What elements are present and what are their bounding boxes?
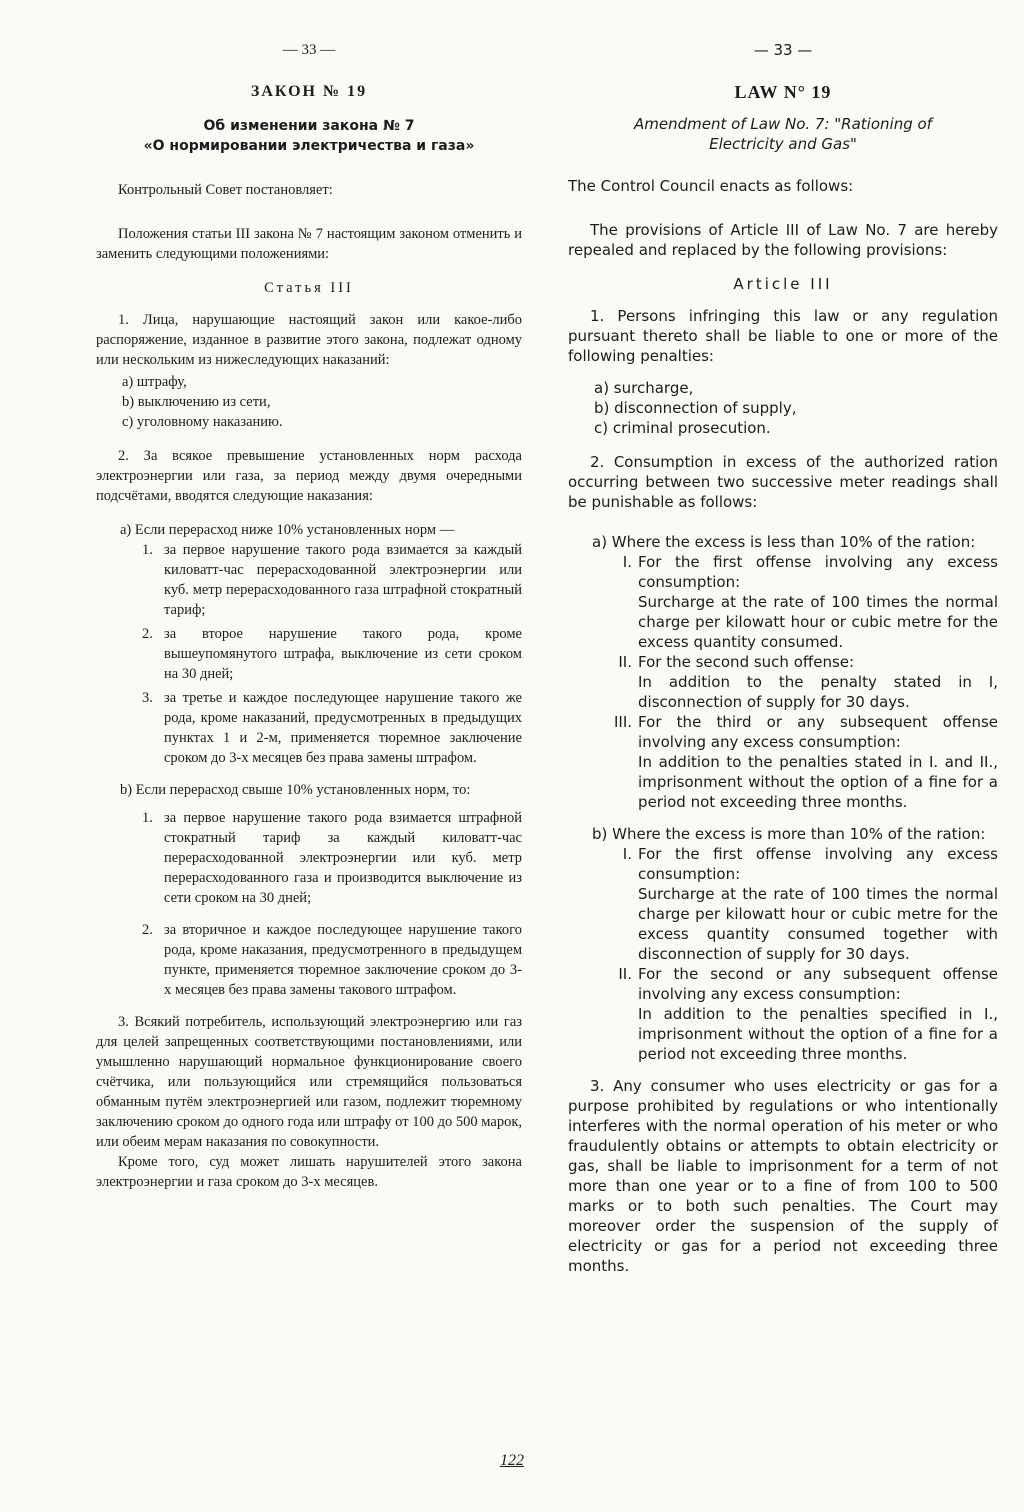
item-number: 2. [142,922,153,938]
article-heading-en: Article III [733,275,833,293]
document-page-number [0,1452,1024,1470]
subtitle-en-line-1: Amendment of Law No. 7: "Rationing of [634,115,932,133]
item-detail: In addition to the penalties stated in I. and II., imprisonment without the option of a fine for a period not exceeding three months. [638,753,998,811]
enacts-ru: Контрольный Совет постановляет: [118,182,333,198]
list-item [142,808,522,908]
item-text [638,712,998,812]
item-text [638,552,998,652]
item-text [638,964,998,1064]
case-a-items-en [568,552,998,812]
list-item: b) выключению из сети, [122,394,271,410]
list-item [142,624,522,684]
subtitle-en-line-2: Electricity and Gas" [709,135,857,153]
paragraph-1-ru: 1. Лица, нарушающие настоящий закон или какое-либо распоряжение, изданное в развитие этого закона, подлежат одному или нескольким из нижеследующих наказаний: [96,312,522,368]
list-item [614,652,998,712]
item-text: за третье и каждое последующее нарушение такого же рода, кроме наказаний, предусмотренных в предыдущих пунктах 1 и 2-м, применяется тюремное заключение сроком до 3-х месяцев без права замены штрафом. [164,690,522,766]
list-item: b) disconnection of supply, [594,399,797,417]
item-number: 1. [142,542,153,558]
item-detail: In addition to the penalties specified in I., imprisonment without the option of a fine for a period not exceeding three months. [638,1005,998,1063]
list-item [614,844,998,964]
subtitle-en [568,114,998,154]
law-title-ru: ЗАКОН № 19 [250,83,368,100]
case-b-ru: b) Если перерасход свыше 10% установленных норм, то: [120,782,471,798]
paragraph-3-en: 3. Any consumer who uses electricity or gas for a purpose prohibited by regulations or who intentionally interferes with the normal operation of his meter or who fraudulently obtains or attempts to obtain electricity or gas, shall be liable to imprisonment for a term of not more than one year or to a fine of from 100 to 500 marks or to both such penalties. The Court may moreover order the suspension of the supply of electricity or gas for a period not exceeding three months. [568,1077,998,1275]
subtitle-ru [96,116,522,156]
item-heading: For the first offense involving any excess consumption: [638,845,998,883]
paragraph-2-ru: 2. За всякое превышение установленных норм расхода электроэнергии или газа, за период между двумя очередными подсчётами, вводятся следующие наказания: [96,448,522,504]
english-column [568,40,998,1276]
item-text [638,844,998,964]
case-b-items-ru [96,808,522,1000]
list-item [614,552,998,652]
item-heading: For the second such offense: [638,653,855,671]
list-item: a) штрафу, [122,374,187,390]
law-title-en: LAW N° 19 [734,82,832,102]
item-detail: In addition to the penalty stated in I, disconnection of supply for 30 days. [638,673,998,711]
document-page-number-text: 122 [500,1452,524,1469]
page-number-left: — 33 — [282,42,336,58]
item-heading: For the first offense involving any excess consumption: [638,553,998,591]
case-a-ru: a) Если перерасход ниже 10% установленных норм — [120,522,455,538]
case-a-items-ru [96,540,522,768]
list-item [142,688,522,768]
item-text: за второе нарушение такого рода, кроме вышеупомянутого штрафа, выключение из сети сроком на 30 дней; [164,626,522,682]
list-item [142,540,522,620]
item-heading: For the second or any subsequent offense involving any excess consumption: [638,965,998,1003]
penalty-list-ru [96,372,522,432]
list-item: c) уголовному наказанию. [122,414,283,430]
item-number: I. [622,845,632,863]
item-text: за вторичное и каждое последующее нарушение такого рода, кроме наказания, предусмотренного в предыдущем пункте, применяется тюремное заключение сроком до 3-х месяцев без права замены такового штрафом. [164,922,522,998]
subtitle-ru-line-1: Об изменении закона № 7 [203,118,415,134]
intro-en: The provisions of Article III of Law No. 7 are hereby repealed and replaced by the following provisions: [568,221,998,259]
russian-column [96,40,522,1192]
enacts-en: The Control Council enacts as follows: [568,177,854,195]
subtitle-ru-line-2: «О нормировании электричества и газа» [143,138,475,154]
item-detail: Surcharge at the rate of 100 times the normal charge per kilowatt hour or cubic metre for the excess quantity consumed together with disconnection of supply for 30 days. [638,885,998,963]
intro-ru: Положения статьи III закона № 7 настоящим законом отменить и заменить следующими положениями: [96,226,522,262]
paragraph-3-ru: 3. Всякий потребитель, использующий электроэнергию или газ для целей запрещенных соответствующими постановлениями, или умышленно нарушающий нормальное функционирование своего счётчика, или пользующийся или стремящийся пользоваться обманным путём электроэнергией или газом, подлежит тюремному заключению сроком до одного года или штрафу от 100 до 500 марок, или обеим мерам наказания по совокупности. [96,1014,522,1150]
paragraph-4-ru: Кроме того, суд может лишать нарушителей этого закона электроэнергии и газа сроком до 3-х месяцев. [96,1154,522,1190]
paragraph-1-en: 1. Persons infringing this law or any regulation pursuant thereto shall be liable to one or more of the following penalties: [568,307,998,365]
item-number: 3. [142,690,153,706]
item-number: 2. [142,626,153,642]
list-item: c) criminal prosecution. [594,419,771,437]
item-text: за первое нарушение такого рода взимается штрафной стократный тариф за каждый киловатт-час перерасходованной электроэнергии или куб. метр перерасходованного газа и производится выключение из сети сроком на 30 дней; [164,810,522,906]
item-text [638,652,998,712]
page-number-right: — 33 — [753,41,813,59]
item-number: I. [622,553,632,571]
list-item [614,712,998,812]
item-number: II. [618,965,632,983]
item-text: за первое нарушение такого рода взимается за каждый киловатт-час перерасходованной электроэнергии или куб. метр перерасходованного газа штрафной стократный тариф; [164,542,522,618]
case-a-en: a) Where the excess is less than 10% of the ration: [592,533,976,551]
item-heading: For the third or any subsequent offense involving any excess consumption: [638,713,998,751]
item-number: III. [614,713,633,731]
item-number: 1. [142,810,153,826]
penalty-list-en [568,378,998,438]
list-item: a) surcharge, [594,379,694,397]
item-detail: Surcharge at the rate of 100 times the normal charge per kilowatt hour or cubic metre for the excess quantity consumed. [638,593,998,651]
paragraph-2-en: 2. Consumption in excess of the authorized ration occurring between two successive meter readings shall be punishable as follows: [568,453,998,511]
item-number: II. [618,653,632,671]
article-heading-ru: Статья III [264,280,354,296]
case-b-items-en [568,844,998,1064]
list-item [142,920,522,1000]
list-item [614,964,998,1064]
case-b-en: b) Where the excess is more than 10% of the ration: [592,825,986,843]
